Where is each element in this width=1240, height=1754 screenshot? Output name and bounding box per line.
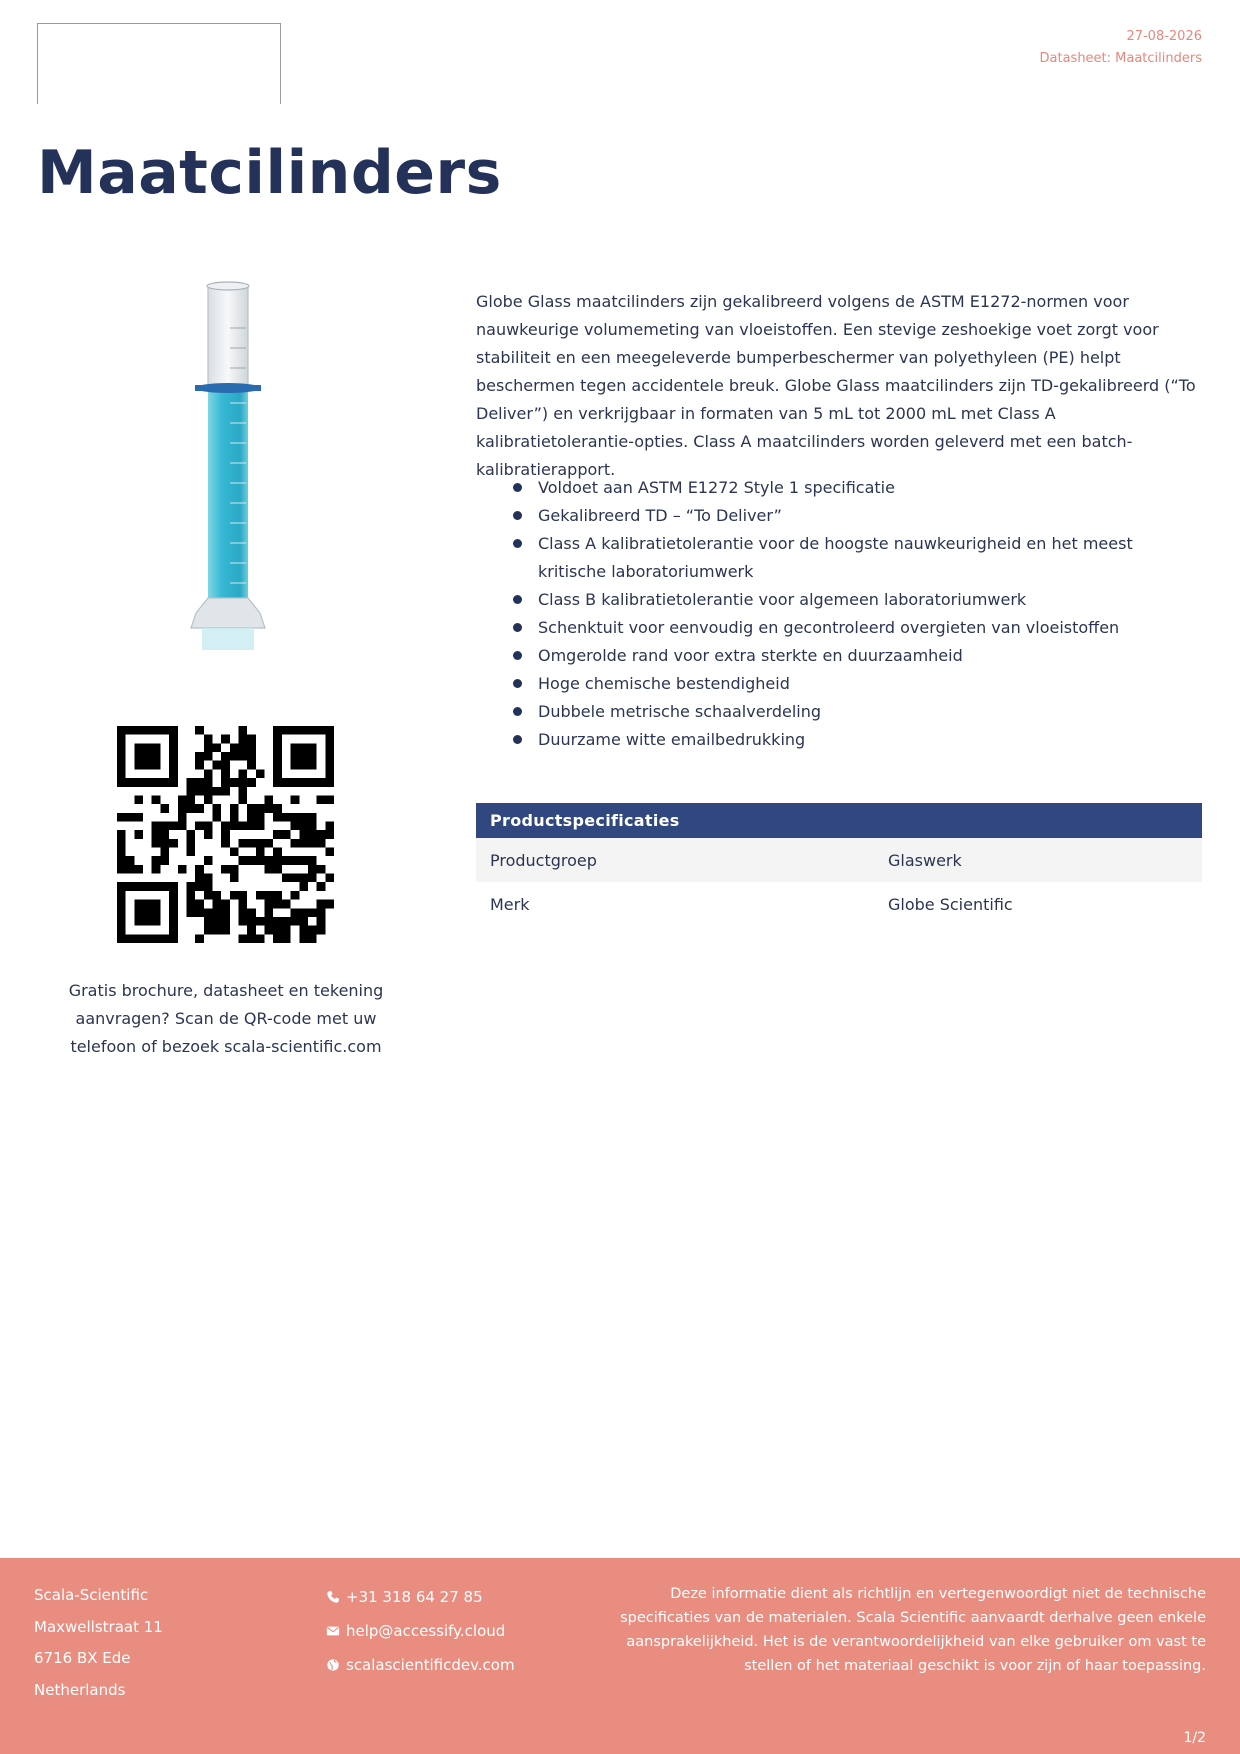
- website-link: scalascientificdev.com: [346, 1656, 515, 1674]
- spec-label: Merk: [490, 894, 530, 914]
- qr-code[interactable]: [117, 726, 334, 943]
- website-contact[interactable]: [326, 1648, 515, 1682]
- document-label: Datasheet: Maatcilinders: [1039, 51, 1202, 66]
- spec-label: Productgroep: [476, 838, 874, 882]
- address-city: 6716 BX Ede: [34, 1649, 131, 1667]
- feature-item: Duurzame witte emailbedrukking: [476, 726, 1202, 754]
- address-street: Maxwellstraat 11: [34, 1617, 163, 1636]
- feature-item: Class B kalibratietolerantie voor algemeen laboratoriumwerk: [476, 586, 1202, 614]
- phone-icon: [326, 1590, 340, 1604]
- table-row: [476, 838, 1202, 882]
- product-description: Globe Glass maatcilinders zijn gekalibreerd volgens de ASTM E1272-normen voor nauwkeurige volumemeting van vloeistoffen. Een stevige zeshoekige voet zorgt voor stabiliteit en een meegeleverde bumperbeschermer van polyethyleen (PE) helpt beschermen tegen accidentele breuk. Globe Glass maatcilinders zijn TD-gekalibreerd (“To Deliver”) en verkrijgbaar in formaten van 5 mL tot 2000 mL met Class A kalibratietolerantie-opties. Class A maatcilinders worden geleverd met een batch-kalibratierapport.: [476, 292, 1196, 479]
- address-country: Netherlands: [34, 1680, 126, 1699]
- envelope-icon: [326, 1624, 340, 1638]
- spec-table: [476, 803, 1202, 926]
- document-date: 27-08-2026: [1126, 29, 1202, 44]
- phone-number: +31 318 64 27 85: [346, 1588, 483, 1606]
- graduated-cylinder-image: [90, 268, 410, 653]
- page-footer: [0, 1558, 1240, 1754]
- feature-item: Schenktuit voor eenvoudig en gecontroleerd overgieten van vloeistoffen: [476, 614, 1202, 642]
- globe-icon: [326, 1658, 340, 1672]
- feature-item: Voldoet aan ASTM E1272 Style 1 specificatie: [476, 474, 1202, 502]
- email-contact[interactable]: [326, 1614, 515, 1648]
- feature-item: Omgerolde rand voor extra sterkte en duurzaamheid: [476, 642, 1202, 670]
- feature-list: [476, 474, 1202, 754]
- feature-item: Hoge chemische bestendigheid: [476, 670, 1202, 698]
- feature-item: Gekalibreerd TD – “To Deliver”: [476, 502, 1202, 530]
- company-address: [34, 1580, 163, 1706]
- email-address: help@accessify.cloud: [346, 1622, 506, 1640]
- company-name: Scala-Scientific: [34, 1586, 149, 1604]
- disclaimer-text: Deze informatie dient als richtlijn en vertegenwoordigt niet de technische specificaties van de materialen. Scala Scientific aanvaardt derhalve geen enkele aansprakelijkheid. Het is de verantwoordelijkheid van elke gebruiker om vast te stellen of het materiaal geschikt is voor zijn of haar toepassing.: [620, 1586, 1206, 1674]
- feature-item: Dubbele metrische schaalverdeling: [476, 698, 1202, 726]
- spec-table-heading: Productspecificaties: [476, 803, 1202, 838]
- header-meta: [1040, 26, 1203, 70]
- page-number: 1/2: [1183, 1730, 1206, 1746]
- contact-list: [326, 1580, 515, 1682]
- logo-placeholder: [37, 23, 281, 104]
- spec-value: Globe Scientific: [888, 894, 1013, 914]
- page-title: Maatcilinders: [37, 138, 502, 208]
- phone-contact[interactable]: [326, 1580, 515, 1614]
- table-row: [476, 882, 1202, 926]
- qr-caption: Gratis brochure, datasheet en tekening aanvragen? Scan de QR-code met uw telefoon of bezoek scala-scientific.com: [68, 981, 384, 1056]
- spec-value: Glaswerk: [874, 838, 1202, 882]
- feature-item: Class A kalibratietolerantie voor de hoogste nauwkeurigheid en het meest kritische laboratoriumwerk: [476, 530, 1202, 586]
